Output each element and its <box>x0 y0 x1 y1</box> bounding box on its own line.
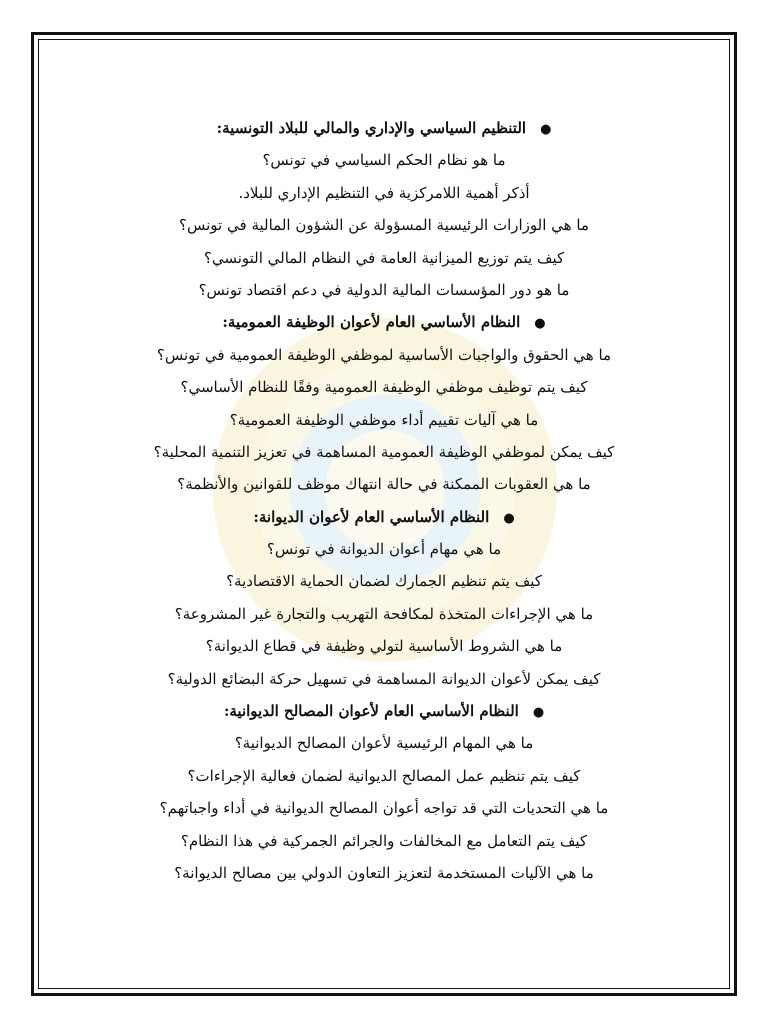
section-heading: ●النظام الأساسي العام لأعوان المصالح الديوانية: <box>60 695 708 727</box>
question-line: كيف يتم توزيع الميزانية العامة في النظام المالي التونسي؟ <box>203 248 565 267</box>
bullet-icon: ● <box>540 122 552 137</box>
question-line: ما هي الإجراءات المتخذة لمكافحة التهريب والتجارة غير المشروعة؟ <box>174 604 594 623</box>
bullet-icon: ● <box>532 705 545 721</box>
question-line: ما هي الآليات المستخدمة لتعزيز التعاون الدولي بين مصالح الديوانة؟ <box>174 863 594 882</box>
question-line: ما هي آليات تقييم أداء موظفي الوظيفة العمومية؟ <box>229 410 539 429</box>
bullet-icon: ● <box>503 510 515 526</box>
question-line: كيف يتم توظيف موظفي الوظيفة العمومية وفقًا للنظام الأساسي؟ <box>180 378 588 397</box>
question-line: كيف يتم التعامل مع المخالفات والجرائم الجمركية في هذا النظام؟ <box>180 831 588 850</box>
question-line: كيف يمكن لأعوان الديوانة المساهمة في تسهيل حركة البضائع الدولية؟ <box>167 669 601 688</box>
question-line: ما هي العقوبات الممكنة في حالة انتهاك موظف للقوانين والأنظمة؟ <box>177 475 591 494</box>
question-line: كيف يتم تنظيم عمل المصالح الديوانية لضمان فعالية الإجراءات؟ <box>187 766 581 785</box>
question-line: ما هي الشروط الأساسية لتولي وظيفة في قطاع الديوانة؟ <box>205 637 563 656</box>
question-line: ما هي المهام الرئيسية لأعوان المصالح الديوانية؟ <box>234 734 534 753</box>
section-heading: ●النظام الأساسي العام لأعوان الديوانة: <box>60 501 708 533</box>
question-line: أذكر أهمية اللامركزية في التنظيم الإداري للبلاد. <box>238 183 530 202</box>
section-heading: ●التنظيم السياسي والإداري والمالي للبلاد التونسية: <box>60 112 708 144</box>
question-line: كيف يمكن لموظفي الوظيفة العمومية المساهمة في تعزيز التنمية المحلية؟ <box>153 442 615 461</box>
question-line: ما هي الوزارات الرئيسية المسؤولة عن الشؤون المالية في تونس؟ <box>179 216 589 235</box>
question-line: ما هي التحديات التي قد تواجه أعوان المصالح الديوانية في أداء واجباتهم؟ <box>159 799 609 818</box>
question-line: ما هي الحقوق والواجبات الأساسية لموظفي الوظيفة العمومية في تونس؟ <box>156 345 612 364</box>
question-line: ما هو دور المؤسسات المالية الدولية في دعم اقتصاد تونس؟ <box>198 280 570 299</box>
question-line: ما هو نظام الحكم السياسي في تونس؟ <box>262 151 506 170</box>
document-body <box>60 112 708 889</box>
question-line: ما هي مهام أعوان الديوانة في تونس؟ <box>266 540 502 559</box>
section-heading: ●النظام الأساسي العام لأعوان الوظيفة العمومية: <box>60 306 708 338</box>
question-line: كيف يتم تنظيم الجمارك لضمان الحماية الاقتصادية؟ <box>226 572 542 591</box>
bullet-icon: ● <box>534 316 546 332</box>
